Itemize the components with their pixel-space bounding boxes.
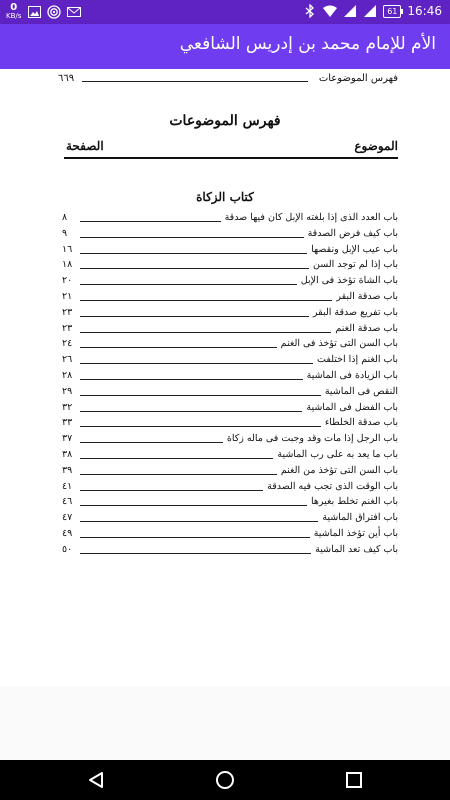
toc-entry-title: باب صدقة الغنم [331, 323, 398, 334]
back-button[interactable] [84, 768, 108, 792]
top-entry [58, 73, 398, 87]
toc-entry-page: ٤١ [62, 481, 76, 492]
toc-entry [62, 528, 398, 544]
toc-entry [62, 244, 398, 260]
toc-entry [62, 291, 398, 307]
toc-entry [62, 228, 398, 244]
toc-header-row [66, 139, 398, 157]
top-entry-page: ٦٦٩ [58, 73, 75, 84]
toc-entry-page: ٥٠ [62, 544, 76, 555]
toc-entry-page: ٣٩ [62, 465, 76, 476]
toc-entry-title: باب إذا لم توجد السن [309, 259, 398, 270]
toc-entry-title: باب كيف تعد الماشية [311, 544, 398, 555]
toc-entry-title: باب تفريع صدقة البقر [309, 307, 398, 318]
top-entry-title: فهرس الموضوعات [318, 73, 398, 84]
toc-entry-page: ٢٦ [62, 354, 76, 365]
toc-entry-page: ٣٢ [62, 402, 76, 413]
back-icon [87, 771, 105, 789]
toc-entry-title: باب الفضل فى الماشية [302, 402, 398, 413]
top-entry-leader [82, 81, 308, 82]
toc-entry-page: ٨ [62, 212, 71, 223]
recents-icon [345, 771, 363, 789]
toc-entry [62, 481, 398, 497]
toc-entry [62, 259, 398, 275]
toc-entry-page: ٢٩ [62, 386, 76, 397]
toc-entries [62, 212, 398, 560]
toc-heading: فهرس الموضوعات [169, 113, 281, 129]
toc-entry [62, 402, 398, 418]
toc-entry-title: باب صدقة الخلطاء [321, 417, 398, 428]
toc-entry-page: ٤٧ [62, 512, 76, 523]
hotspot-icon [47, 5, 61, 19]
toc-entry-title: باب الغنم تخلط بغيرها [307, 496, 398, 507]
toc-entry-title: باب ما يعد به على رب الماشية [273, 449, 398, 460]
app-title: الأم للإمام محمد بن إدريس الشافعي [179, 34, 436, 54]
toc-entry-page: ٩ [62, 228, 71, 239]
home-icon [215, 770, 235, 790]
toc-entry-title: باب السن التى تؤخذ من الغنم [277, 465, 398, 476]
toc-entry-page: ٢٣ [62, 323, 76, 334]
network-speed [6, 3, 21, 21]
navigation-bar [0, 760, 450, 800]
book-section-title: كتاب الزكاة [196, 190, 254, 204]
toc-entry [62, 323, 398, 339]
toc-entry-title: باب الشاة تؤخذ فى الإبل [297, 275, 398, 286]
toc-entry-title: النقص فى الماشية [321, 386, 398, 397]
toc-entry-page: ١٨ [62, 259, 76, 270]
toc-entry-page: ١٦ [62, 244, 76, 255]
status-left [6, 3, 81, 21]
recents-button[interactable] [342, 768, 366, 792]
toc-entry-title: باب كيف فرض الصدقة [304, 228, 398, 239]
toc-entry-page: ٢٤ [62, 338, 76, 349]
toc-entry-title: باب الوقت الذى تجب فيه الصدقة [263, 481, 398, 492]
mail-icon [67, 5, 81, 19]
toc-entry-page: ٤٩ [62, 528, 76, 539]
signal-icon-2 [363, 4, 377, 18]
network-speed-value: 0 [10, 2, 18, 13]
toc-entry [62, 544, 398, 560]
toc-entry-page: ٢٣ [62, 307, 76, 318]
toc-entry-title: باب السن التى تؤخذ فى الغنم [277, 338, 398, 349]
toc-entry [62, 212, 398, 228]
toc-entry-title: باب الغنم إذا اختلفت [313, 354, 398, 365]
image-icon [27, 5, 41, 19]
toc-entry-title: باب العدد الذى إذا بلغته الإبل كان فيها صدقة [221, 212, 398, 223]
toc-entry [62, 417, 398, 433]
toc-entry-page: ٣٧ [62, 433, 76, 444]
clock: 16:46 [407, 4, 442, 18]
toc-entry [62, 496, 398, 512]
toc-entry-page: ٣٨ [62, 449, 76, 460]
toc-entry [62, 433, 398, 449]
toc-entry-title: باب الرجل إذا مات وقد وجبت فى ماله زكاة [223, 433, 398, 444]
toc-entry [62, 354, 398, 370]
wifi-icon [323, 4, 337, 18]
toc-entry-title: باب عيب الإبل ونقصها [307, 244, 398, 255]
toc-entry [62, 465, 398, 481]
app-bar [0, 24, 450, 69]
toc-entry-title: باب افتراق الماشية [318, 512, 398, 523]
toc-entry [62, 386, 398, 402]
toc-entry-page: ٢٠ [62, 275, 76, 286]
toc-entry-page: ٤٦ [62, 496, 76, 507]
toc-entry [62, 449, 398, 465]
network-speed-unit: KB/s [6, 12, 22, 20]
battery-icon: 61 [383, 5, 401, 18]
toc-entry [62, 307, 398, 323]
toc-entry-title: باب الزيادة فى الماشية [303, 370, 398, 381]
home-button[interactable] [213, 768, 237, 792]
toc-entry [62, 275, 398, 291]
status-bar [0, 0, 450, 24]
toc-entry [62, 512, 398, 528]
column-subject: الموضوع [354, 139, 398, 153]
signal-icon [343, 4, 357, 18]
status-right [303, 4, 442, 18]
bluetooth-icon [303, 4, 317, 18]
column-page: الصفحة [66, 139, 104, 153]
toc-entry-page: ٣٣ [62, 417, 76, 428]
toc-entry [62, 370, 398, 386]
toc-entry-page: ٢١ [62, 291, 76, 302]
toc-entry [62, 338, 398, 354]
toc-entry-title: باب صدقة البقر [332, 291, 398, 302]
header-divider [64, 157, 398, 159]
book-page[interactable] [0, 69, 450, 686]
toc-entry-title: باب أين تؤخذ الماشية [310, 528, 398, 539]
toc-entry-page: ٢٨ [62, 370, 76, 381]
